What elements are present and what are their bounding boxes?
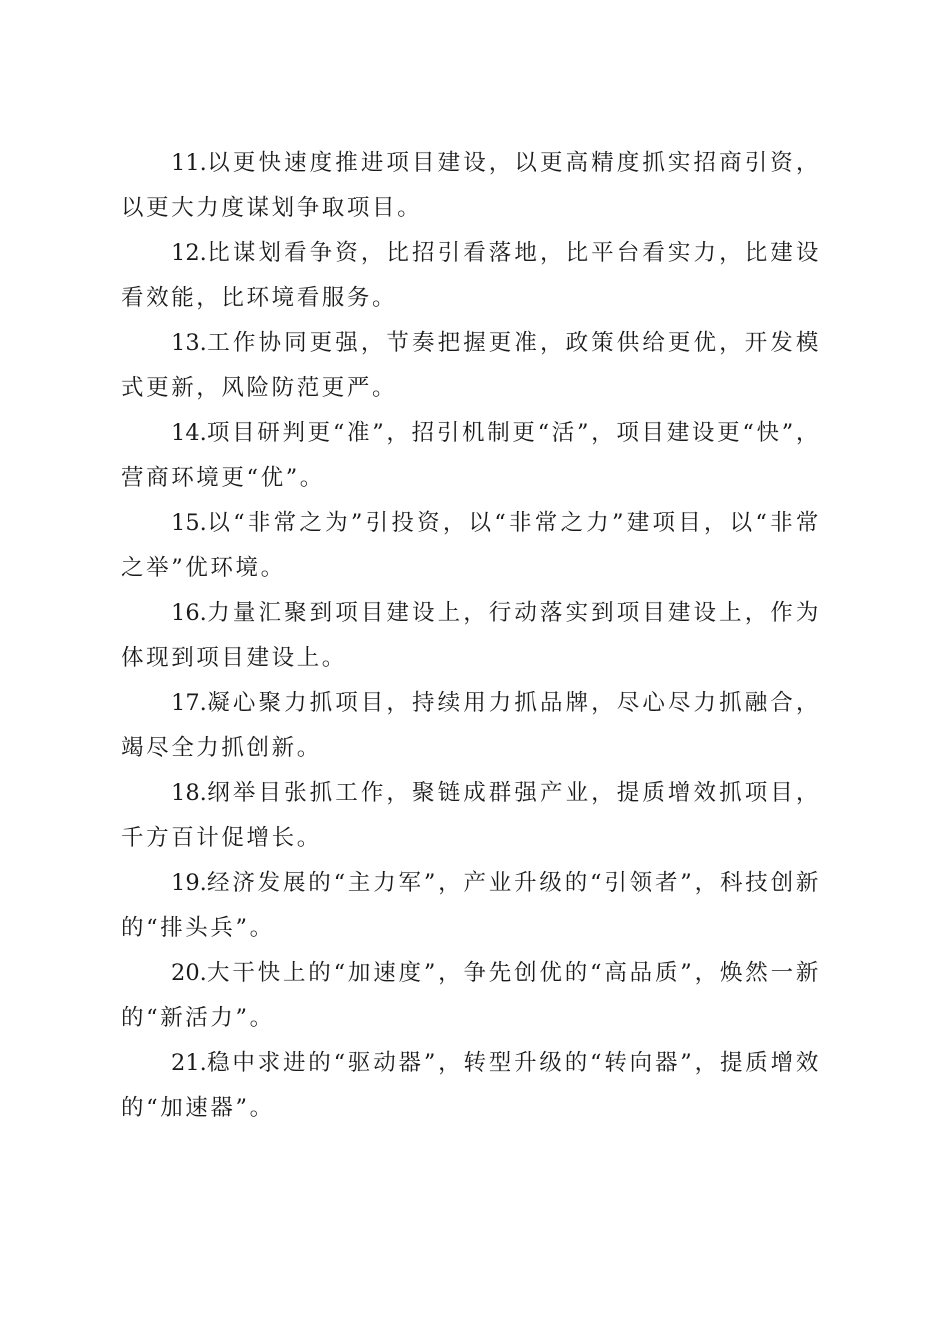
paragraph-number: 18. — [171, 780, 207, 806]
paragraph-text: 工作协同更强，节奏把握更准，政策供给更优，开发模式更新，风险防范更严。 — [121, 330, 821, 401]
paragraph-number: 19. — [171, 870, 207, 896]
paragraph-number: 16. — [171, 600, 207, 626]
paragraph-19 — [121, 861, 821, 951]
paragraph-text: 经济发展的“主力军”，产业升级的“引领者”，科技创新的“排头兵”。 — [121, 870, 821, 941]
paragraph-16 — [121, 591, 821, 681]
paragraph-13 — [121, 321, 821, 411]
paragraph-17 — [121, 681, 821, 771]
paragraph-number: 17. — [171, 690, 207, 716]
paragraph-18 — [121, 771, 821, 861]
paragraph-text: 纲举目张抓工作，聚链成群强产业，提质增效抓项目，千方百计促增长。 — [121, 780, 821, 851]
paragraph-number: 21. — [171, 1050, 207, 1076]
paragraph-number: 15. — [171, 510, 207, 536]
paragraph-text: 以“非常之为”引投资，以“非常之力”建项目，以“非常之举”优环境。 — [121, 510, 821, 581]
paragraph-12 — [121, 231, 821, 321]
paragraph-text: 大干快上的“加速度”，争先创优的“高品质”，焕然一新的“新活力”。 — [121, 960, 821, 1031]
paragraph-text: 稳中求进的“驱动器”，转型升级的“转向器”，提质增效的“加速器”。 — [121, 1050, 821, 1121]
document-body — [121, 141, 821, 1131]
paragraph-text: 凝心聚力抓项目，持续用力抓品牌，尽心尽力抓融合，竭尽全力抓创新。 — [121, 690, 821, 761]
paragraph-text: 以更快速度推进项目建设，以更高精度抓实招商引资，以更大力度谋划争取项目。 — [121, 150, 821, 221]
paragraph-number: 12. — [171, 240, 207, 266]
paragraph-number: 14. — [171, 420, 207, 446]
paragraph-text: 比谋划看争资，比招引看落地，比平台看实力，比建设看效能，比环境看服务。 — [121, 240, 821, 311]
paragraph-number: 13. — [171, 330, 207, 356]
paragraph-11 — [121, 141, 821, 231]
paragraph-14 — [121, 411, 821, 501]
paragraph-number: 20. — [171, 960, 207, 986]
paragraph-text: 项目研判更“准”，招引机制更“活”，项目建设更“快”，营商环境更“优”。 — [121, 420, 821, 491]
paragraph-number: 11. — [171, 150, 207, 176]
paragraph-text: 力量汇聚到项目建设上，行动落实到项目建设上，作为体现到项目建设上。 — [121, 600, 821, 671]
paragraph-15 — [121, 501, 821, 591]
paragraph-20 — [121, 951, 821, 1041]
paragraph-21 — [121, 1041, 821, 1131]
